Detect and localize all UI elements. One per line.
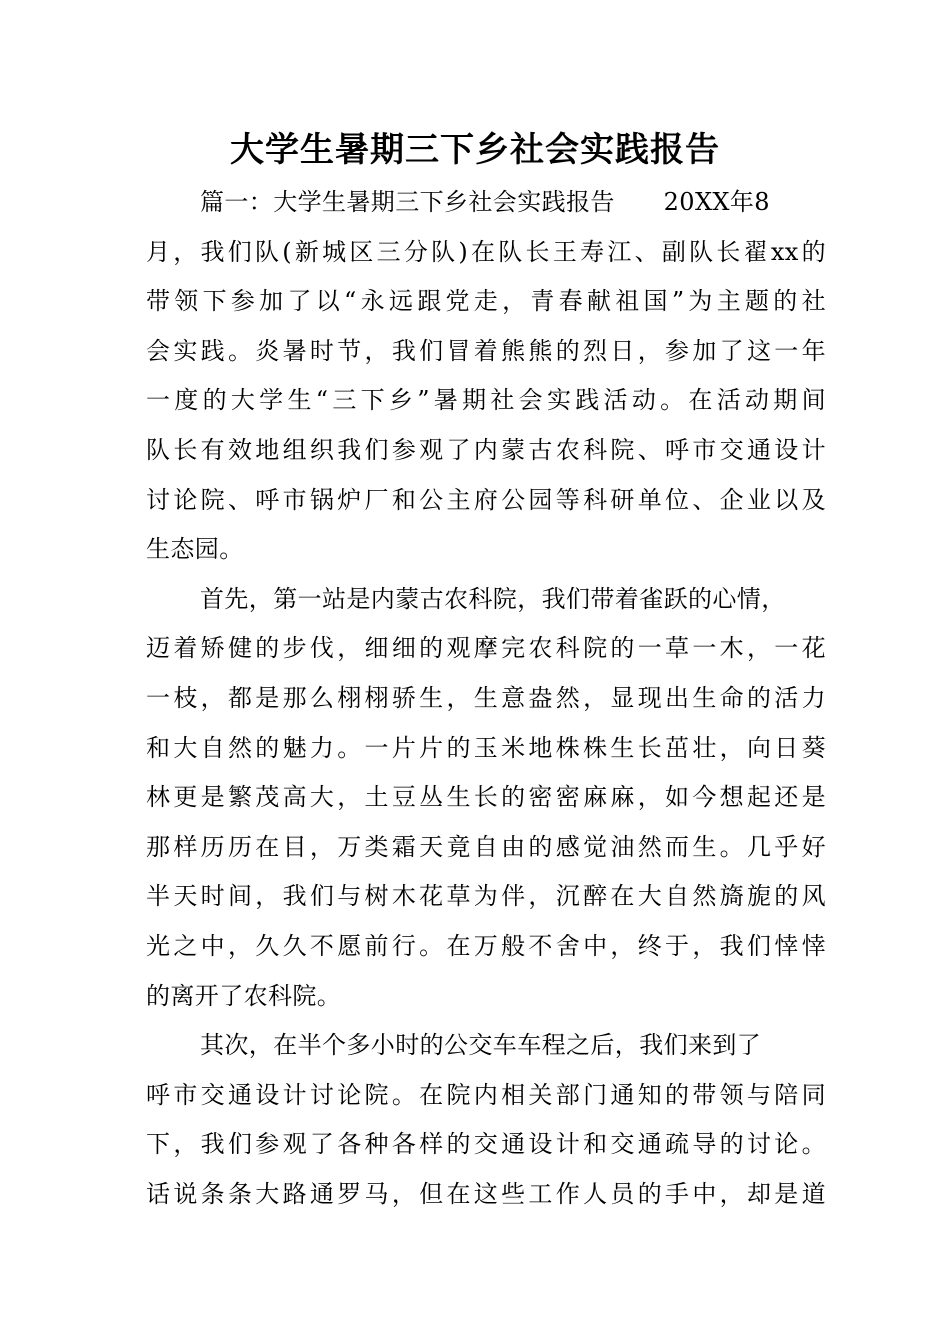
text-line: 半天时间，我们与树木花草为伴，沉醉在大自然旖旎的风	[146, 882, 826, 911]
text-line: 其次，在半个多小时的公交车车程之后，我们来到了	[200, 1031, 762, 1060]
text-line: 那样历历在目，万类霜天竟自由的感觉油然而生。几乎好	[146, 832, 826, 861]
text-line: 下，我们参观了各种各样的交通设计和交通疏导的讨论。	[146, 1130, 826, 1159]
text-line: 带领下参加了以“永远跟党走，青春献祖国”为主题的社	[146, 287, 826, 316]
text-line: 光之中，久久不愿前行。在万般不舍中，终于，我们悻悻	[146, 931, 826, 960]
paragraph-1	[146, 178, 826, 575]
text-line: 讨论院、呼市锅炉厂和公主府公园等科研单位、企业以及	[146, 485, 826, 514]
text-line: 林更是繁茂高大，土豆丛生长的密密麻麻，如今想起还是	[146, 783, 826, 812]
text-line: 月，我们队(新城区三分队)在队长王寿江、副队长翟xx的	[146, 237, 826, 266]
text-line: 话说条条大路通罗马，但在这些工作人员的手中，却是道	[146, 1179, 826, 1208]
text-line: 和大自然的魅力。一片片的玉米地株株生长茁壮，向日葵	[146, 733, 826, 762]
text-line: 会实践。炎暑时节，我们冒着熊熊的烈日，参加了这一年	[146, 336, 826, 365]
text-line: 首先，第一站是内蒙古农科院，我们带着雀跃的心情，	[200, 584, 786, 613]
paragraph-3	[146, 1021, 826, 1219]
text-line: 队长有效地组织我们参观了内蒙古农科院、呼市交通设计	[146, 435, 826, 464]
text-line: 的离开了农科院。	[146, 981, 342, 1010]
text-line: 一度的大学生“三下乡”暑期社会实践活动。在活动期间	[146, 386, 826, 415]
text-line: 一枝，都是那么栩栩骄生，生意盎然，显现出生命的活力	[146, 683, 826, 712]
document-body	[146, 178, 826, 1219]
document-title: 大学生暑期三下乡社会实践报告	[230, 130, 720, 170]
text-line: 迈着矫健的步伐，细细的观摩完农科院的一草一木，一花	[146, 634, 826, 663]
paragraph-2	[146, 575, 826, 1021]
text-line: 篇一：大学生暑期三下乡社会实践报告 20XX年8	[200, 188, 770, 216]
text-line: 生态园。	[146, 535, 244, 564]
text-line: 呼市交通设计讨论院。在院内相关部门通知的带领与陪同	[146, 1080, 826, 1109]
